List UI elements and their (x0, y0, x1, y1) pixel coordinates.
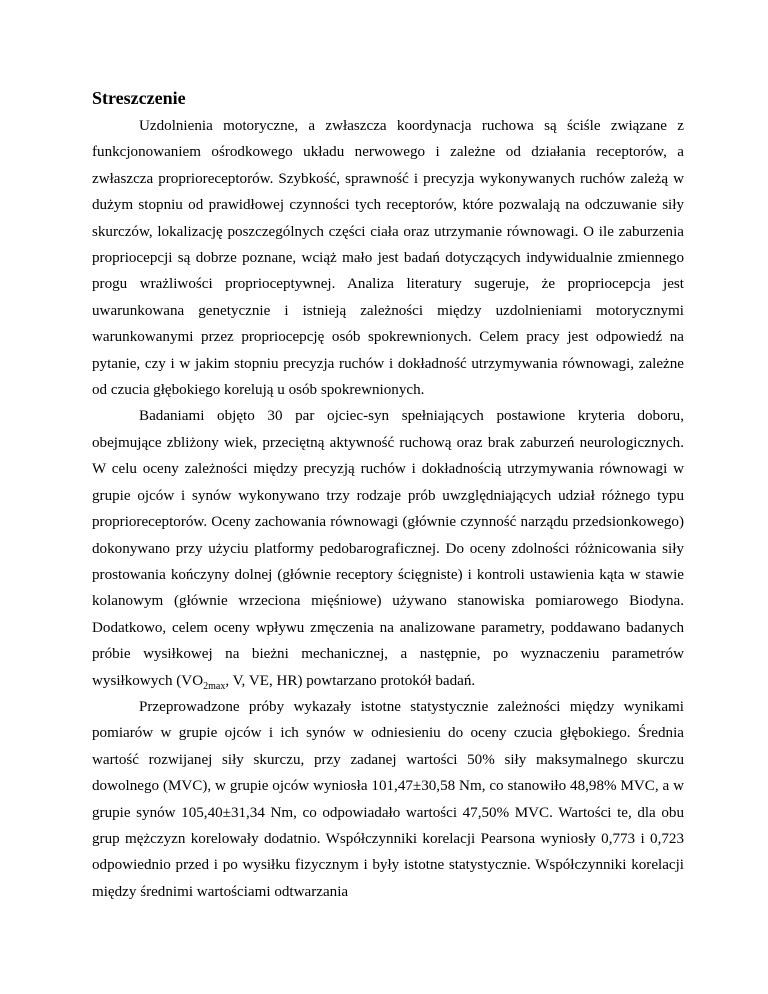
paragraph-3: Przeprowadzone próby wykazały istotne statystycznie zależności między wynikami pomiarów w grupie ojców i ich synów w odniesieniu do oceny czucia głębokiego. Średnia wartość rozwijanej siły skurczu, przy zadanej wartości 50% siły maksymalnego skurczu dowolnego (MVC), w grupie ojców wyniosła 101,47±30,58 Nm, co stanowiło 48,98% MVC, a w grupie synów 105,40±31,34 Nm, co odpowiadało wartości 47,50% MVC. Wartości te, dla obu grup mężczyzn korelowały dodatnio. Współczynniki korelacji Pearsona wyniosły 0,773 i 0,723 odpowiednio przed i po wysiłku fizycznym i były istotne statystycznie. Współczynniki korelacji między średnimi wartościami odtwarzania (92, 698, 684, 900)
paragraph-2-text-before: Badaniami objęto 30 par ojciec-syn spełniających postawione kryteria doboru, obejmujące zbliżony wiek, przeciętną aktywność ruchową oraz brak zaburzeń neurologicznych. W celu oceny zależności między precyzją ruchów i dokładnością utrzymywania równowagi w grupie ojców i synów wykonywano trzy rodzaje prób uwzględniających udział różnego typu proprioreceptorów. Oceny zachowania równowagi (głównie czynność narządu przedsionkowego) dokonywano przy użyciu platformy pedobarograficznej. Do oceny zdolności różnicowania siły prostowania kończyny dolnej (głównie receptory ścięgniste) i kontroli ustawienia kąta w stawie kolanowym (głównie wrzeciona mięśniowe) używano stanowiska pomiarowego Biodyna. Dodatkowo, celem oceny wpływu zmęczenia na analizowane parametry, poddawano badanych próbie wysiłkowej na bieżni mechanicznej, a następnie, po wyznaczeniu parametrów wysiłkowych (VO (92, 408, 684, 689)
vo2max-subscript: 2max (203, 680, 226, 692)
section-heading: Streszczenie (92, 88, 186, 108)
paragraph-2 (92, 403, 684, 693)
paragraph-2-text-after: , V, VE, HR) powtarzano protokół badań. (225, 672, 476, 689)
paragraph-1: Uzdolnienia motoryczne, a zwłaszcza koordynacja ruchowa są ściśle związane z funkcjonowaniem ośrodkowego układu nerwowego i zależne od działania receptorów, a zwłaszcza proprioreceptorów. Szybkość, sprawność i precyzja wykonywanych ruchów zależą w dużym stopniu od prawidłowej czynności tych receptorów, które pozwalają na odczuwanie siły skurczów, lokalizację poszczególnych części ciała oraz utrzymanie równowagi. O ile zaburzenia propriocepcji są dobrze poznane, wciąż mało jest badań dotyczących indywidualnie zmiennego progu wrażliwości proprioceptywnej. Analiza literatury sugeruje, że propriocepcja jest uwarunkowana genetycznie i istnieją zależności między uzdolnieniami motorycznymi warunkowanymi przez propriocepcję osób spokrewnionych. Celem pracy jest odpowiedź na pytanie, czy i w jakim stopniu precyzja ruchów i dokładność utrzymywania równowagi, zależne od czucia głębokiego korelują u osób spokrewnionych. (92, 118, 684, 399)
